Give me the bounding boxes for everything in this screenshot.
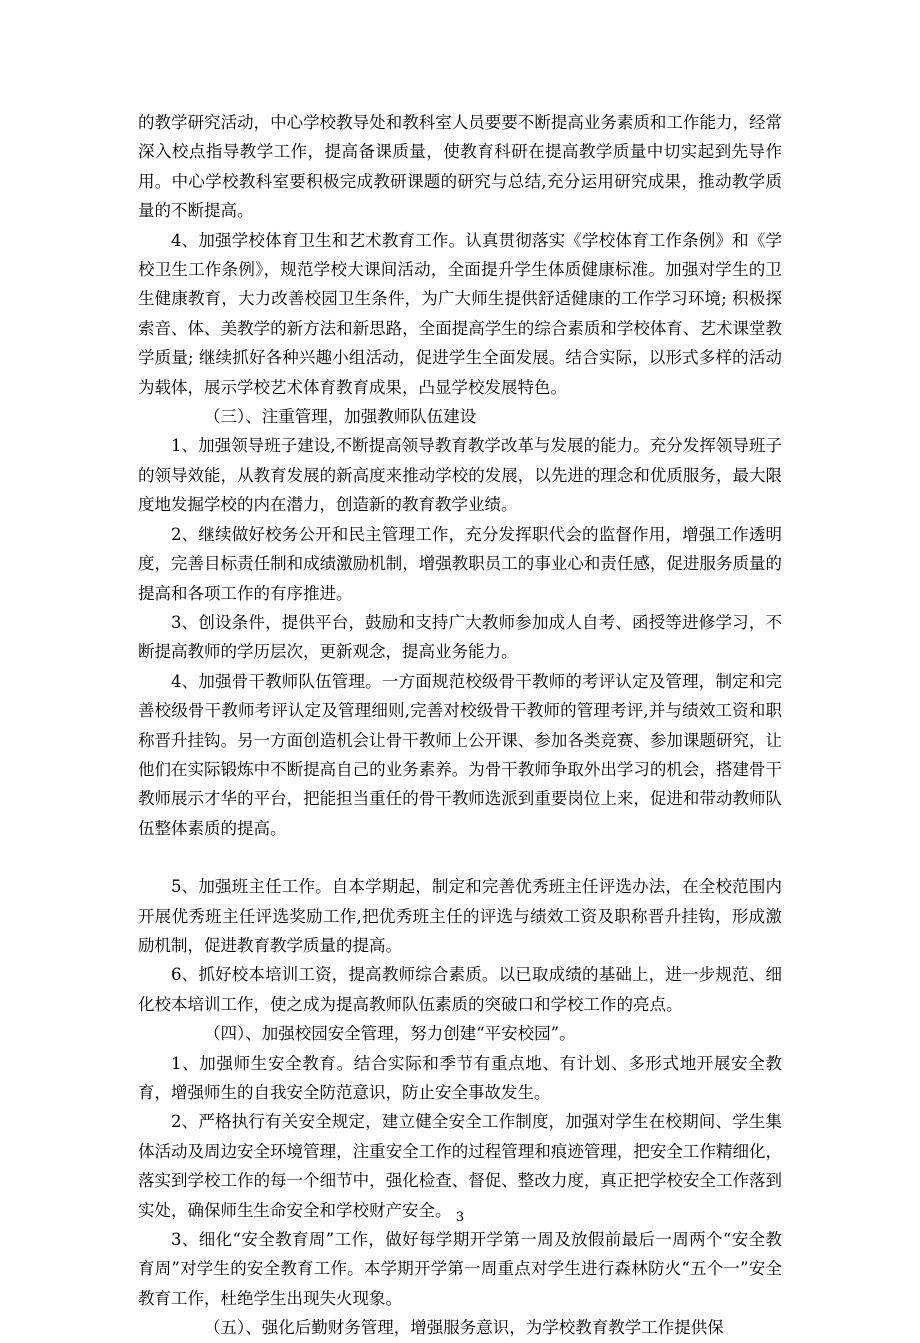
section-heading-4: （四）、加强校园安全管理，努力创建“平安校园”。 xyxy=(204,1024,576,1044)
paragraph-item-5-class-teachers: 5、加强班主任工作。自本学期起，制定和完善优秀班主任评选办法，在全校范围内开展优秀班主任评选奖励工作,把优秀班主任的评选与绩效工资及职称晋升挂钩，形成激励机制，促进教育教学质量的提高。 xyxy=(138,877,782,955)
paragraph-item-4-key-teachers: 4、加强骨干教师队伍管理。一方面规范校级骨干教师的考评认定及管理，制定和完善校级骨干教师考评认定及管理细则,完善对校级骨干教师的管理考评,并与绩效工资和职称晋升挂钩。另一方面创造机会让骨干教师上公开课、参加各类竞赛、参加课题研究，让他们在实际锻炼中不断提高自己的业务素养。为骨干教师争取外出学习的机会，搭建骨干教师展示才华的平台，把能担当重任的骨干教师选派到重要岗位上来，促进和带动教师队伍整体素质的提高。 xyxy=(138,671,782,838)
paragraph-item-6-school-training: 6、抓好校本培训工资，提高教师综合素质。以已取成绩的基础上，进一步规范、细化校本培训工作，使之成为提高教师队伍素质的突破口和学校工作的亮点。 xyxy=(138,965,782,1014)
paragraph-item-3-safety-week: 3、细化“安全教育周”工作，做好每学期开学第一周及放假前最后一周两个“安全教育周”对学生的安全教育工作。本学期开学第一周重点对学生进行森林防火“五个一”安全教育工作，杜绝学生出现失火现象。 xyxy=(138,1230,782,1308)
paragraph-item-2-transparency: 2、继续做好校务公开和民主管理工作，充分发挥职代会的监督作用，增强工作透明度，完善目标责任制和成绩激励机制，增强教职员工的事业心和责任感，促进服务质量的提高和各项工作的有序推进。 xyxy=(138,524,782,603)
section-heading-3: （三）、注重管理，加强教师队伍建设 xyxy=(204,407,477,427)
document-body xyxy=(138,108,782,1343)
paragraph-item-1-safety-education: 1、加强师生安全教育。结合实际和季节有重点地、有计划、多形式地开展安全教育，增强师生的自我安全防范意识，防止安全事故发生。 xyxy=(138,1053,782,1102)
page-number: 3 xyxy=(455,1210,465,1225)
paragraph-item-4-sports-arts: 4、加强学校体育卫生和艺术教育工作。认真贯彻落实《学校体育工作条例》和《学校卫生工作条例》，规范学校大课间活动，全面提升学生体质健康标准。加强对学生的卫生健康教育，大力改善校园卫生条件，为广大师生提供舒适健康的工作学习环境; 积极探索音、体、美教学的新方法和新思路，全面提高学生的综合素质和学校体育、艺术课堂教学质量; 继续抓好各种兴趣小组活动，促进学生全面发展。结合实际，以形式多样的活动为载体，展示学校艺术体育教育成果，凸显学校发展特色。 xyxy=(138,230,782,397)
section-heading-5: （五）、强化后勤财务管理，增强服务意识，为学校教育教学工作提供保 xyxy=(204,1318,724,1338)
blank-line xyxy=(138,843,782,872)
paragraph-item-3-further-study: 3、创设条件，提供平台，鼓励和支持广大教师参加成人自考、函授等进修学习，不断提高教师的学历层次，更新观念，提高业务能力。 xyxy=(138,612,782,662)
paragraph-item-2-safety-rules: 2、严格执行有关安全规定，建立健全安全工作制度，加强对学生在校期间、学生集体活动及周边安全环境管理，注重安全工作的过程管理和痕迹管理，把安全工作精细化，落实到学校工作的每一个细节中，强化检查、督促、整改力度，真正把学校安全工作落到实处，确保师生生命安全和学校财产安全。 xyxy=(138,1112,782,1220)
paragraph-item-1-leadership: 1、加强领导班子建设,不断提高领导教育教学改革与发展的能力。充分发挥领导班子的领导效能，从教育发展的新高度来推动学校的发展，以先进的理念和优质服务，最大限度地发掘学校的内在潜力，创造新的教育教学业绩。 xyxy=(138,436,782,515)
paragraph-continuation: 的教学研究活动，中心学校教导处和教科室人员要要不断提高业务素质和工作能力，经常深入校点指导教学工作，提高备课质量，使教育科研在提高教学质量中切实起到先导作用。中心学校教科室要积极完成教研课题的研究与总结,充分运用研究成果，推动教学质量的不断提高。 xyxy=(138,113,782,221)
